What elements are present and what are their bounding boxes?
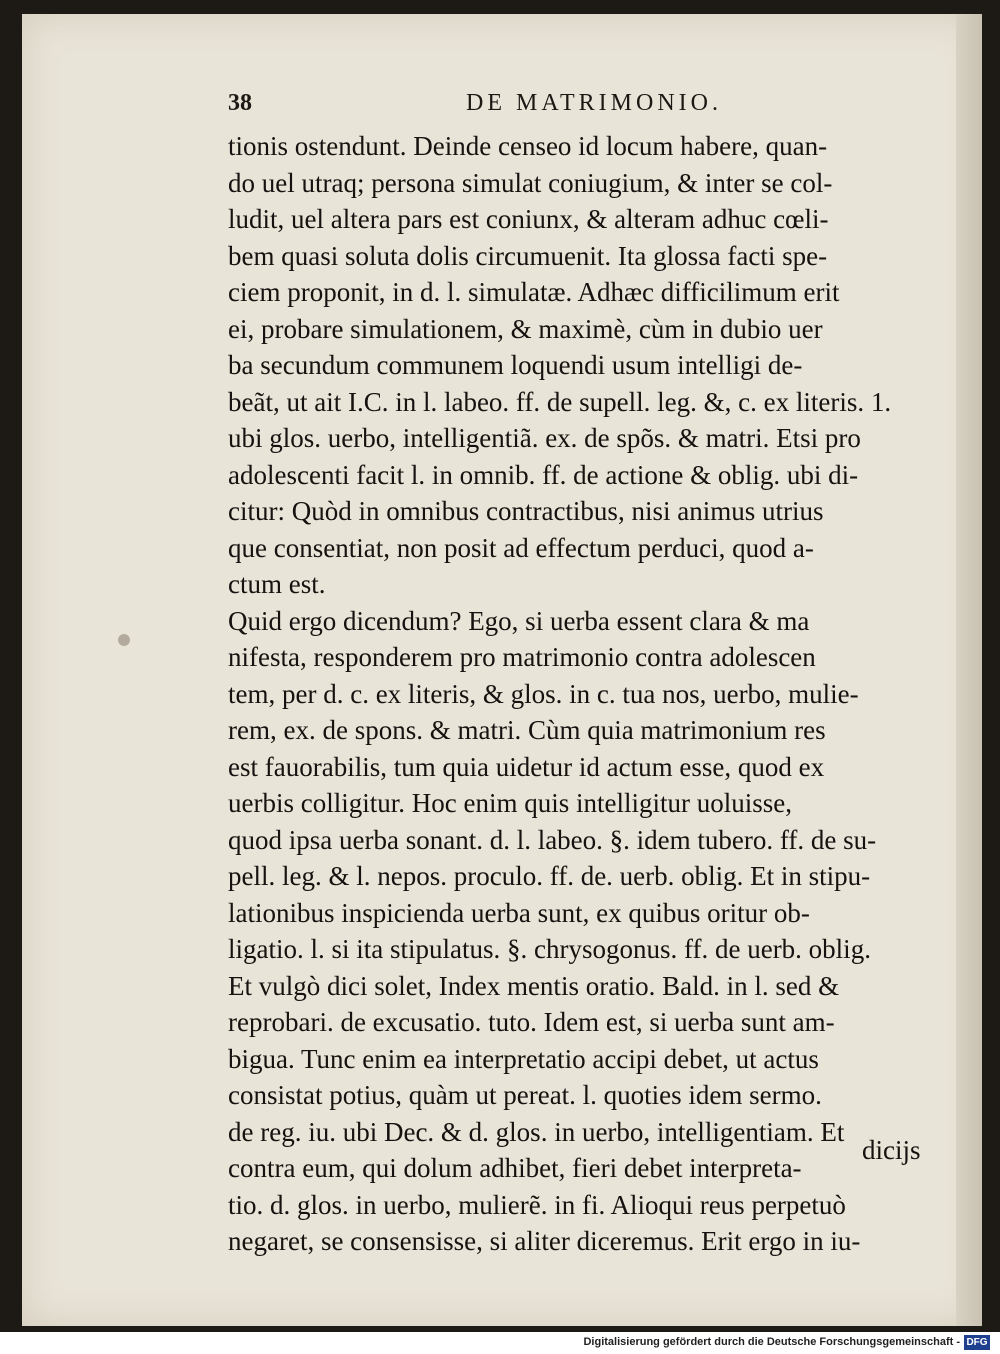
text-line: ctum est. (228, 569, 326, 599)
page-edge (956, 14, 982, 1326)
text-line: contra eum, qui dolum adhibet, fieri debet interpreta- (228, 1153, 802, 1183)
text-line: adolescenti facit l. in omnib. ff. de actione & oblig. ubi di- (228, 459, 859, 490)
text-line: ligatio. l. si ita stipulatus. §. chrysogonus. ff. de uerb. oblig. (228, 934, 871, 964)
text-line: tionis ostendunt. Deinde censeo id locum habere, quan- (228, 131, 828, 161)
text-line: est fauorabilis, tum quia uidetur id actum esse, quod ex (228, 751, 825, 782)
text-line: de reg. iu. ubi Dec. & d. glos. in uerbo, intelligentiam. Et (228, 1116, 845, 1147)
page-number: 38 (228, 90, 252, 116)
text-line: Quid ergo dicendum? Ego, si uerba essent clara & ma (228, 605, 810, 636)
text-line: que consentiat, non posit ad effectum perduci, quod a- (228, 532, 814, 563)
text-line: lationibus inspicienda uerba sunt, ex quibus oritur ob- (228, 897, 810, 928)
text-line: ciem proponit, in d. l. simulatæ. Adhæc difficilimum erit (228, 277, 840, 307)
text-line: ba secundum communem loquendi usum intelligi de- (228, 350, 803, 380)
text-line: beãt, ut ait I.C. in l. labeo. ff. de supell. leg. &, c. ex literis. 1. (228, 386, 892, 417)
text-line: ubi glos. uerbo, intelligentiã. ex. de spõs. & matri. Etsi pro (228, 423, 861, 453)
text-line: quod ipsa uerba sonant. d. l. labeo. §. idem tubero. ff. de su- (228, 824, 877, 855)
text-line: negaret, se consensisse, si aliter diceremus. Erit ergo in iu- (228, 1226, 861, 1256)
catchword: dicijs (862, 1135, 921, 1165)
body-text (228, 128, 938, 1260)
text-line: bigua. Tunc enim ea interpretatio accipi debet, ut actus (228, 1043, 819, 1074)
footer-bar (0, 1332, 1000, 1354)
text-line: rem, ex. de spons. & matri. Cùm quia matrimonium res (228, 715, 826, 745)
text-line: reprobari. de excusatio. tuto. Idem est, si uerba sunt am- (228, 1007, 835, 1037)
funding-credit: Digitalisierung gefördert durch die Deutsche Forschungsgemeinschaft - (583, 1336, 960, 1348)
paper-stain (118, 634, 130, 646)
text-line: pell. leg. & l. nepos. proculo. ff. de. uerb. oblig. Et in stipu- (228, 861, 871, 891)
text-line: uerbis colligitur. Hoc enim quis intelligitur uoluisse, (228, 788, 792, 818)
text-line: bem quasi soluta dolis circumuenit. Ita glossa facti spe- (228, 240, 828, 271)
text-line: tem, per d. c. ex literis, & glos. in c. tua nos, uerbo, mulie- (228, 678, 859, 709)
text-line: citur: Quòd in omnibus contractibus, nisi animus utrius (228, 496, 824, 526)
text-line: nifesta, responderem pro matrimonio contra adolescen (228, 642, 816, 672)
text-line: ludit, uel altera pars est coniunx, & alteram adhuc cœli- (228, 204, 829, 234)
text-line: tio. d. glos. in uerbo, mulierẽ. in fi. Alioqui reus perpetuò (228, 1189, 846, 1220)
text-line: Et vulgò dici solet, Index mentis oratio. Bald. in l. sed & (228, 970, 840, 1001)
dfg-logo: DFG (964, 1335, 990, 1350)
text-line: consistat potius, quàm ut pereat. l. quoties idem sermo. (228, 1080, 822, 1110)
page-header (228, 90, 768, 124)
text-line: do uel utraq; persona simulat coniugium, & inter se col- (228, 167, 833, 198)
running-title: DE MATRIMONIO. (466, 90, 722, 116)
text-line: ei, probare simulationem, & maximè, cùm in dubio uer (228, 313, 823, 344)
